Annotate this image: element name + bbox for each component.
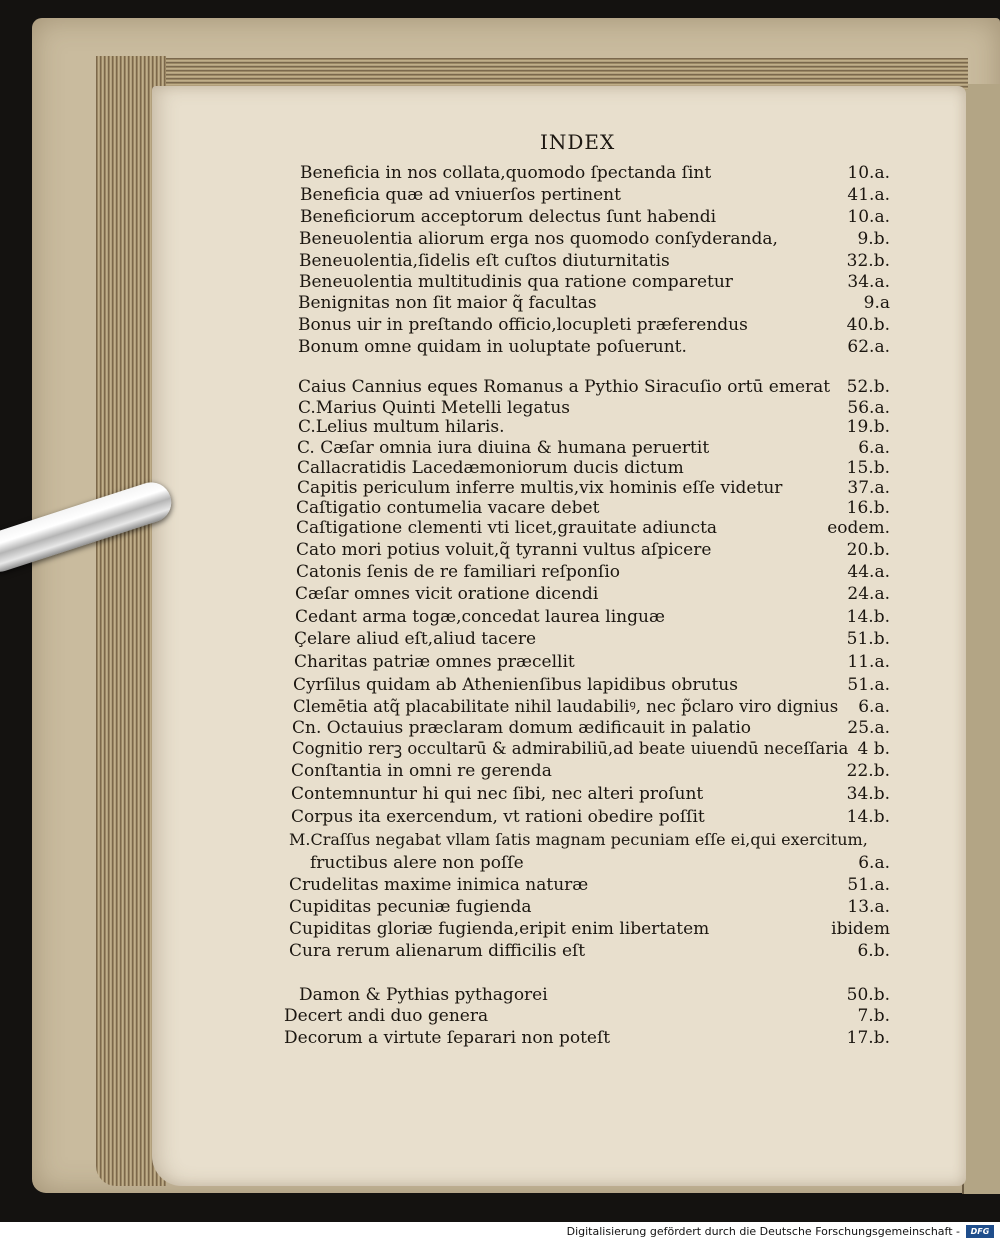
entry-text: C. Cæſar omnia iura diuina & humana peruertit <box>297 438 710 458</box>
entry-text: Decorum a virtute ſeparari non poteſt <box>284 1028 611 1048</box>
entry-text: Caſtigatione clementi vti licet,grauitate adiuncta <box>296 518 718 538</box>
entry-text: Çelare aliud eſt,aliud tacere <box>294 629 537 649</box>
entry-reference: 11.a. <box>847 652 890 672</box>
entry-text: Cognitio rerꝫ occultarū & admirabiliū,ad beate uiuendū neceſſaria <box>292 739 849 758</box>
index-entry <box>0 560 890 584</box>
entry-reference: 14.b. <box>846 807 890 827</box>
entry-text: Cura rerum alienarum difficilis eſt <box>289 941 586 961</box>
entry-reference: 15.b. <box>846 458 890 478</box>
entry-text: Beneuolentia multitudinis qua ratione comparetur <box>299 272 733 292</box>
entry-reference: 41.a. <box>847 185 890 205</box>
entry-reference: 10.a. <box>847 207 890 227</box>
index-entry <box>0 313 890 337</box>
footer-bar <box>0 1222 1000 1241</box>
entry-text: Beneficia quæ ad vniuerſos pertinent <box>300 185 621 205</box>
entry-text: Bonum omne quidam in uoluptate poſuerunt. <box>298 337 687 357</box>
index-entry <box>0 782 890 806</box>
index-entry <box>0 851 890 875</box>
entry-text: Clemētia atq̃ placabilitate nihil laudabiliꝰ, nec p̃claro viro dignius <box>293 697 839 716</box>
index-entry <box>0 227 890 251</box>
page-title: INDEX <box>540 130 616 154</box>
entry-text: Decert andi duo genera <box>284 1006 489 1026</box>
index-entry <box>0 627 890 651</box>
entry-text: Callacratidis Lacedæmoniorum ducis dictum <box>297 458 684 478</box>
index-entry <box>0 939 890 963</box>
entry-reference: 10.a. <box>847 163 890 183</box>
entry-reference: 24.a. <box>847 584 890 604</box>
entry-reference: 6.a. <box>858 438 890 458</box>
facing-page-edge <box>962 84 1000 1194</box>
entry-text: Bonus uir in preſtando officio,locupleti præferendus <box>298 315 748 335</box>
index-entry <box>0 335 890 359</box>
entry-text: Cyrſilus quidam ab Athenienſibus lapidibus obrutus <box>293 675 738 695</box>
entry-reference: 51.b. <box>846 629 890 649</box>
entry-reference: 22.b. <box>846 761 890 781</box>
entry-reference: 19.b. <box>846 417 890 437</box>
entry-reference: 6.a. <box>858 853 890 873</box>
entry-reference: 32.b. <box>846 251 890 271</box>
entry-text: fructibus alere non poſſe <box>310 853 524 873</box>
index-entry <box>0 873 890 897</box>
entry-reference: 34.b. <box>846 784 890 804</box>
entry-text: Charitas patriæ omnes præcellit <box>294 652 575 672</box>
index-entry <box>0 759 890 783</box>
digitization-credit: Digitalisierung gefördert durch die Deutsche Forschungsgemeinschaft - <box>566 1225 960 1238</box>
entry-reference: 62.a. <box>847 337 890 357</box>
entry-text: Cn. Octauius præclaram domum ædificauit in palatio <box>292 718 752 738</box>
entry-reference: 44.a. <box>847 562 890 582</box>
entry-text: Damon & Pythias pythagorei <box>299 985 548 1005</box>
index-entry <box>0 650 890 674</box>
index-entry <box>0 1004 890 1028</box>
entry-reference: 40.b. <box>846 315 890 335</box>
entry-reference: 17.b. <box>846 1028 890 1048</box>
entry-reference: 9.b. <box>857 229 890 249</box>
entry-text: Conſtantia in omni re gerenda <box>291 761 552 781</box>
entry-reference: 34.a. <box>847 272 890 292</box>
entry-text: Cæſar omnes vicit oratione dicendi <box>295 584 599 604</box>
entry-reference: ibidem <box>831 919 890 939</box>
entry-reference: 7.b. <box>857 1006 890 1026</box>
entry-text: Caſtigatio contumelia vacare debet <box>296 498 600 518</box>
entry-reference: 13.a. <box>847 897 890 917</box>
entry-text: Cedant arma togæ,concedat laurea linguæ <box>295 607 665 627</box>
entry-text: Crudelitas maxime inimica naturæ <box>289 875 589 895</box>
entry-reference: eodem. <box>827 518 890 538</box>
index-entry <box>0 895 890 919</box>
entry-reference: 52.b. <box>846 377 890 397</box>
entry-reference: 4 b. <box>857 739 890 759</box>
entry-text: Benignitas non ſit maior q̃ facultas <box>298 293 597 313</box>
index-entry <box>0 805 890 829</box>
index-entry <box>0 673 890 697</box>
index-entry <box>0 737 890 761</box>
entry-text: Cupiditas gloriæ fugienda,eripit enim libertatem <box>289 919 710 939</box>
index-entry <box>0 1026 890 1050</box>
entry-text: M.Craſſus negabat vllam ſatis magnam pecuniam eſſe ei,qui exercitum, <box>289 830 868 849</box>
entry-text: Beneficiorum acceptorum delectus ſunt habendi <box>300 207 717 227</box>
index-entry <box>0 291 890 315</box>
entry-text: Cupiditas pecuniæ fugienda <box>289 897 532 917</box>
entry-text: Corpus ita exercendum, vt rationi obedire poſſit <box>291 807 705 827</box>
entry-text: Caius Cannius eques Romanus a Pythio Siracuſio ortū emerat <box>298 377 831 397</box>
entry-reference: 9.a <box>863 293 890 313</box>
index-entry <box>0 538 890 562</box>
entry-text: Capitis periculum inferre multis,vix hominis eſſe videtur <box>297 478 783 498</box>
index-entry <box>0 828 890 852</box>
index-entry <box>0 205 890 229</box>
index-entry <box>0 605 890 629</box>
entry-reference: 6.b. <box>857 941 890 961</box>
entry-text: Beneuolentia aliorum erga nos quomodo conſyderanda, <box>299 229 778 249</box>
entry-reference: 51.a. <box>847 875 890 895</box>
index-entry <box>0 582 890 606</box>
entry-text: Catonis ſenis de re familiari reſponſio <box>296 562 620 582</box>
entry-text: Contemnuntur hi qui nec ſibi, nec alteri proſunt <box>291 784 704 804</box>
entry-text: Cato mori potius voluit,q̃ tyranni vultus aſpicere <box>296 540 712 560</box>
entry-reference: 16.b. <box>846 498 890 518</box>
index-entry <box>0 161 890 185</box>
entry-reference: 14.b. <box>846 607 890 627</box>
entry-reference: 51.a. <box>847 675 890 695</box>
entry-reference: 6.a. <box>858 697 890 717</box>
entry-reference: 50.b. <box>846 985 890 1005</box>
index-entry <box>0 917 890 941</box>
entry-text: C.Marius Quinti Metelli legatus <box>298 398 571 418</box>
entry-reference: 37.a. <box>847 478 890 498</box>
entry-text: C.Lelius multum hilaris. <box>298 417 505 437</box>
entry-text: Beneficia in nos collata,quomodo ſpectanda ſint <box>300 163 712 183</box>
entry-reference: 20.b. <box>846 540 890 560</box>
dfg-logo-icon: DFG <box>966 1225 994 1238</box>
entry-reference: 25.a. <box>847 718 890 738</box>
entry-text: Beneuolentia,ſidelis eſt cuſtos diuturnitatis <box>299 251 670 271</box>
entry-reference: 56.a. <box>847 398 890 418</box>
index-entry <box>0 183 890 207</box>
